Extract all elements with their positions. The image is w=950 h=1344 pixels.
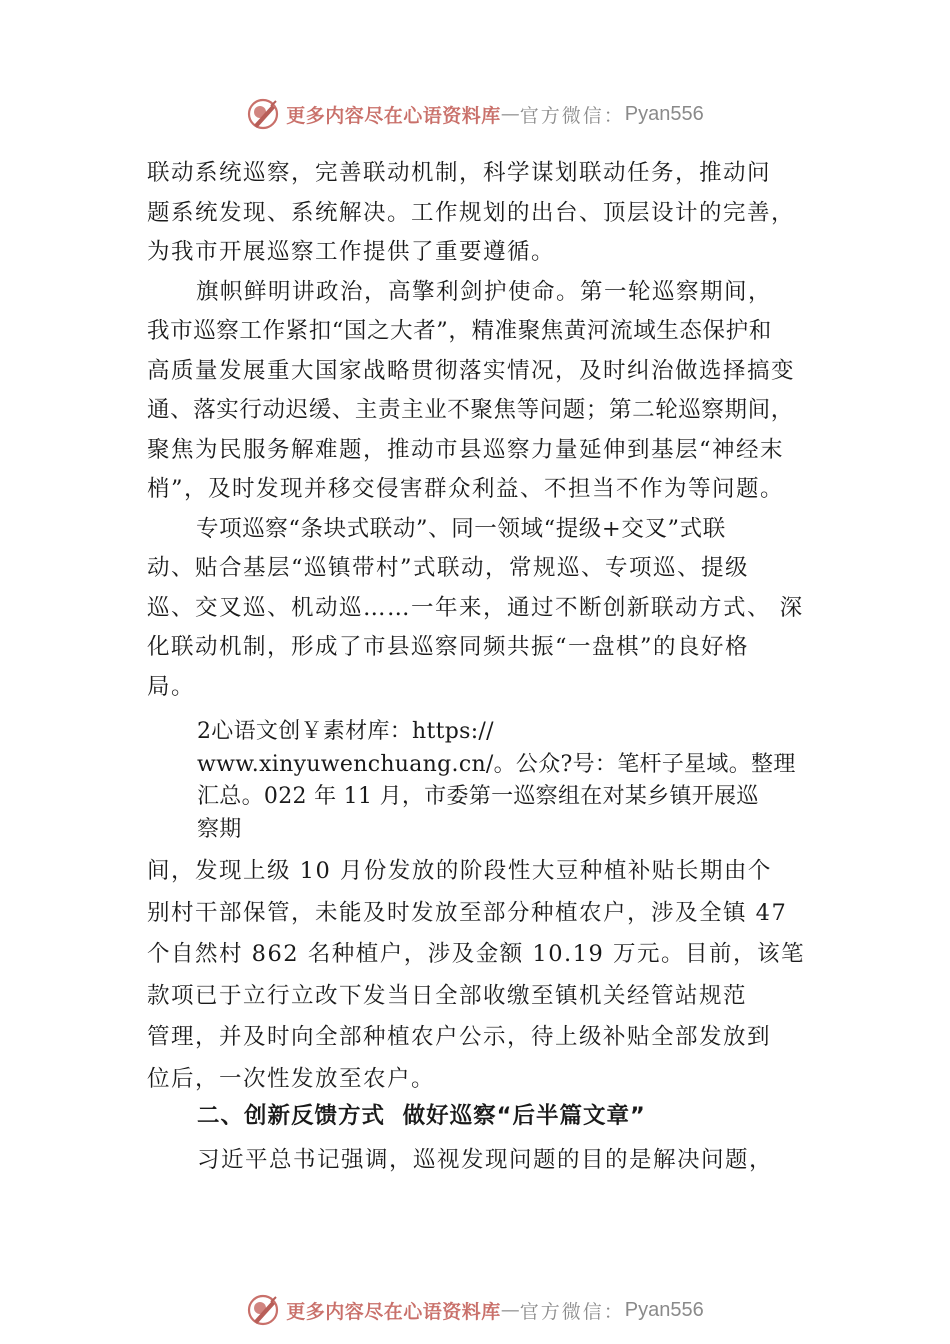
paragraph-line: 款项已于立行立改下发当日全部收缴至镇机关经管站规范: [147, 982, 748, 1009]
header-wechat-id: Pyan556: [624, 102, 704, 125]
paragraph-line: 间，发现上级 10 月份发放的阶段性大豆种植补贴长期由个: [147, 858, 772, 884]
paragraph-line: 管理，并及时向全部种植农户公示，待上级补贴全部发放到: [147, 1024, 772, 1050]
paragraph-line: 聚焦为民服务解难题，推动市县巡察力量延伸到基层“神经末: [147, 436, 785, 463]
paragraph-line: 专项巡察“条块式联动”、同一领域“提级+交叉”式联: [196, 515, 726, 542]
paragraph-line: 别村干部保管，未能及时发放至部分种植农户，涉及全镇 47: [147, 899, 788, 926]
header-wechat-label: 官方微信：: [519, 104, 625, 127]
document-body: [147, 154, 837, 707]
header-brand-text: 更多内容尽在心语资料库: [286, 104, 501, 127]
paragraph-line: 题系统发现、系统解决。工作规划的出台、顶层设计的完善，: [147, 199, 796, 226]
paragraph-line: 局。: [147, 673, 196, 700]
header-separator: —: [500, 103, 520, 125]
footer-banner: [0, 1290, 950, 1330]
paragraph-line: 化联动机制，形成了市县巡察同频共振“一盘棋”的良好格: [147, 634, 750, 660]
paragraph-line: 个自然村 862 名种植户，涉及金额 10.19 万元。目前，该笔: [147, 941, 805, 967]
paragraph-line: 位后，一次性发放至农户。: [147, 1065, 436, 1092]
paragraph-line: 巡、交叉巡、机动巡……一年来，通过不断创新联动方式、 深: [147, 594, 804, 621]
footer-brand-text: 更多内容尽在心语资料库: [286, 1300, 501, 1323]
paragraph-line: 旗帜鲜明讲政治，高擎利剑护使命。第一轮巡察期间，: [196, 278, 773, 305]
footer-separator: —: [500, 1299, 520, 1321]
paragraph-line: 2心语文创￥素材库：https://: [197, 719, 494, 744]
paragraph-line: 我市巡察工作紧扣“国之大者”，精准聚焦黄河流域生态保护和: [147, 318, 772, 344]
paragraph-line: 联动系统巡察，完善联动机制，科学谋划联动任务，推动问: [147, 160, 772, 186]
source-note-block: [197, 716, 837, 846]
footer-wechat-id: Pyan556: [624, 1298, 704, 1321]
paragraph-line: 梢”，及时发现并移交侵害群众利益、不担当不作为等问题。: [147, 476, 785, 502]
case-paragraph: [147, 851, 837, 1100]
paragraph-line: 高质量发展重大国家战略贯彻落实情况，及时纠治做选择搞变: [147, 357, 796, 384]
footer-wechat-label: 官方微信：: [519, 1300, 625, 1323]
paragraph-line: 动、贴合基层“巡镇带村”式联动，常规巡、专项巡、提级: [147, 555, 750, 581]
header-banner: [0, 94, 950, 134]
paragraph-line: www.xinyuwenchuang.cn/。公众?号：笔杆子星域。整理: [197, 751, 796, 777]
pen-circle-logo-icon: [246, 1293, 280, 1327]
paragraph-line: 察期: [197, 816, 242, 842]
paragraph-line: 为我市开展巡察工作提供了重要遵循。: [147, 239, 556, 265]
paragraph-line: 汇总。022 年 11 月，市委第一巡察组在对某乡镇开展巡: [197, 784, 759, 809]
paragraph-line: 通、落实行动迟缓、主责主业不聚焦等问题；第二轮巡察期间，: [147, 397, 794, 423]
section-heading: 二、创新反馈方式 做好巡察“后半篇文章”: [197, 1103, 646, 1129]
pen-circle-logo-icon: [246, 97, 280, 131]
paragraph-line: 习近平总书记强调，巡视发现问题的目的是解决问题，: [197, 1147, 774, 1173]
